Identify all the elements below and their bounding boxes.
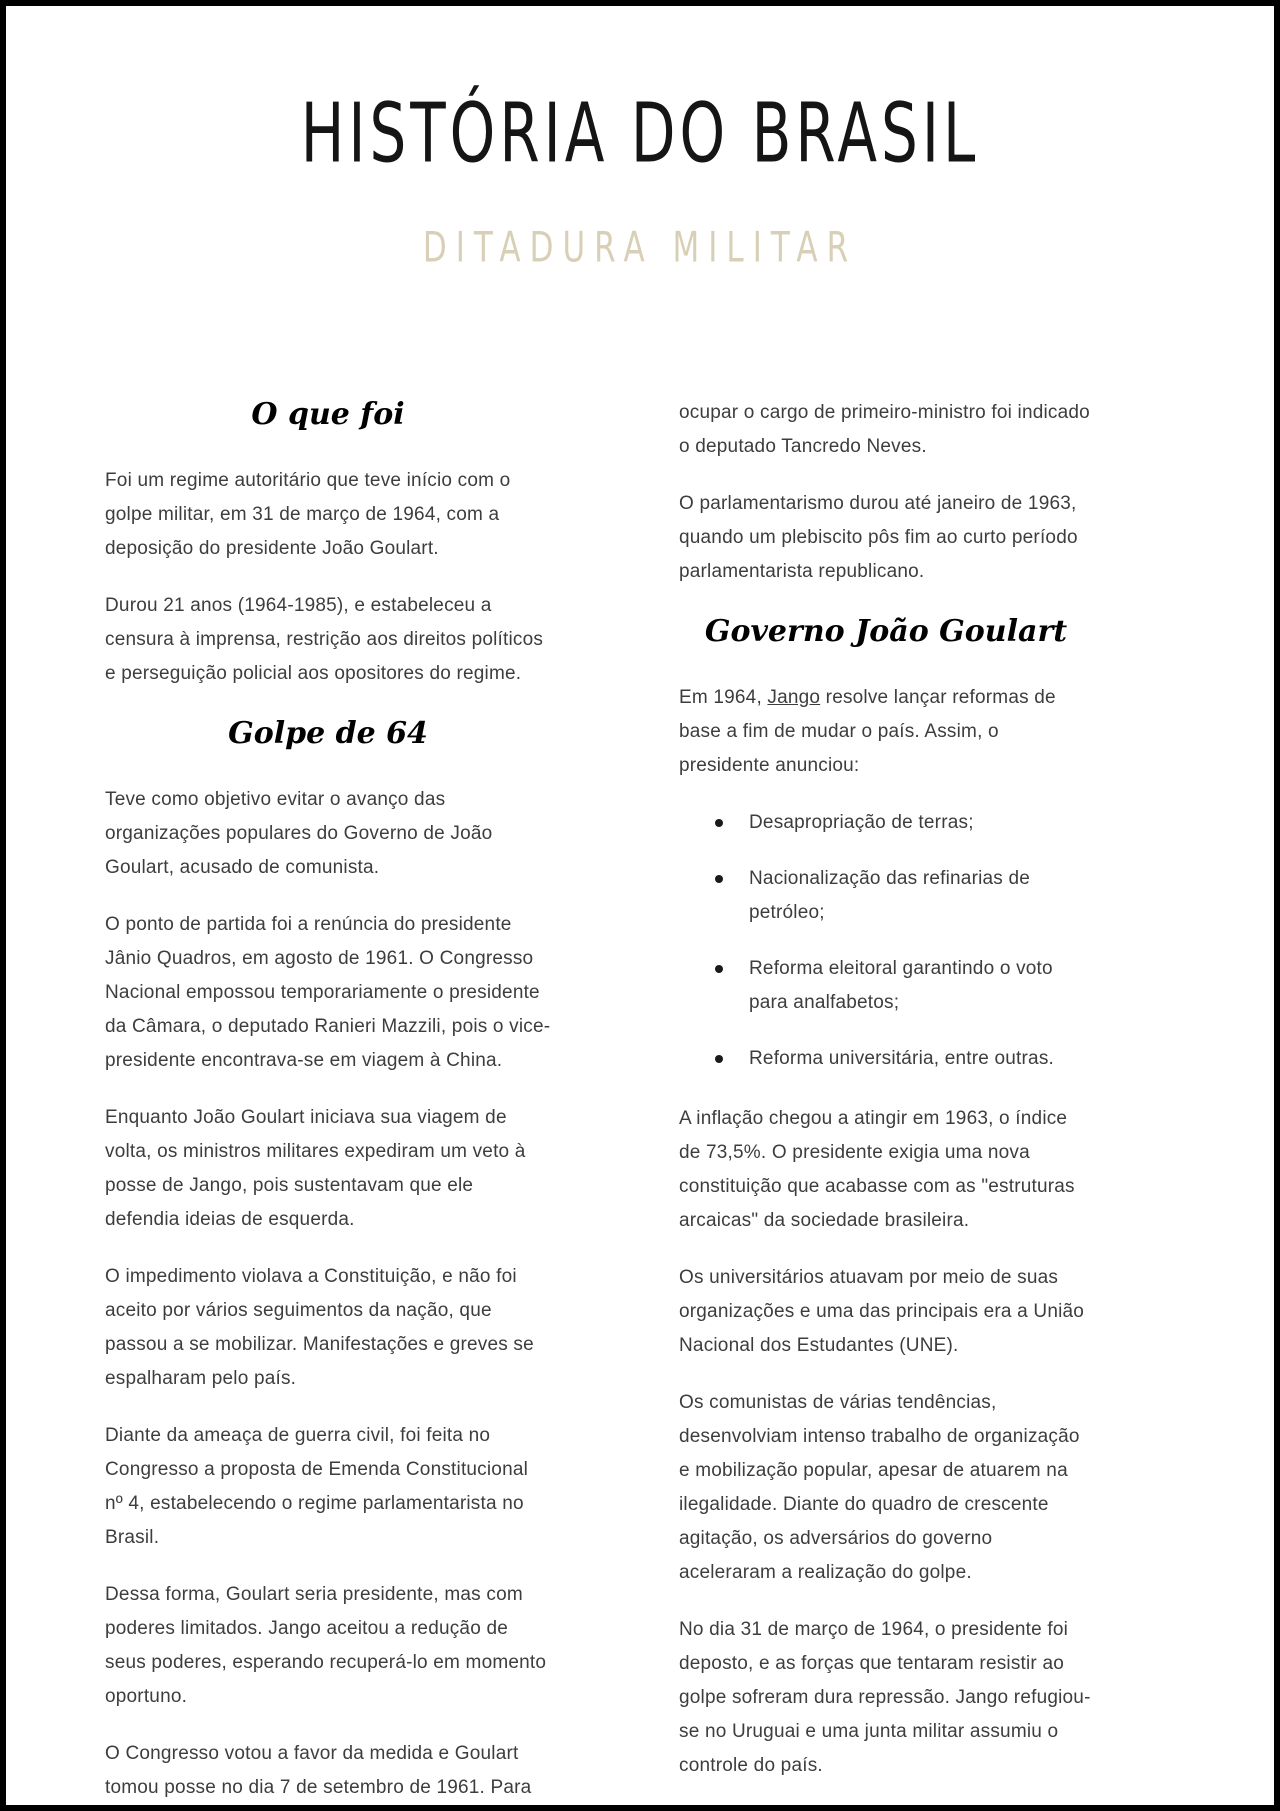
body-paragraph: O impedimento violava a Constituição, e não foi aceito por vários seguimentos da nação, que passou a se mobilizar. Manifestações e greves se espalharam pelo país. <box>105 1266 534 1389</box>
bullet-item: Reforma eleitoral garantindo o voto para analfabetos; <box>749 952 1093 1020</box>
body-paragraph: Enquanto João Goulart iniciava sua viagem de volta, os ministros militares expediram um veto à posse de Jango, pois sustentavam que ele defendia ideias de esquerda. <box>105 1107 526 1230</box>
body-paragraph: O ponto de partida foi a renúncia do presidente Jânio Quadros, em agosto de 1961. O Congresso Nacional empossou temporariamente o presidente da Câmara, o deputado Ranieri Mazzili, pois o vice-presidente encontrava-se em viagem à China. <box>105 914 551 1071</box>
body-paragraph: No dia 31 de março de 1964, o presidente foi deposto, e as forças que tentaram resistir ao golpe sofreram dura repressão. Jango refugiou-se no Uruguai e uma junta militar assumiu o controle do país. <box>679 1619 1091 1776</box>
bullet-item: Nacionalização das refinarias de petróleo; <box>749 862 1093 930</box>
section-heading: Golpe de 64 <box>228 716 428 751</box>
body-paragraph: A inflação chegou a atingir em 1963, o índice de 73,5%. O presidente exigia uma nova constituição que acabasse com as "estruturas arcaicas" da sociedade brasileira. <box>679 1108 1075 1231</box>
body-paragraph: O Congresso votou a favor da medida e Goulart tomou posse no dia 7 de setembro de 1961. Para <box>105 1743 532 1798</box>
text-segment: Em 1964, <box>679 687 768 708</box>
bullet-list <box>679 806 1093 1076</box>
title-row <box>6 78 1274 188</box>
bullet-item: Reforma universitária, entre outras. <box>749 1042 1093 1076</box>
section-heading: O que foi <box>251 397 405 432</box>
two-column-layout <box>6 396 1274 1811</box>
body-paragraph <box>679 681 1093 783</box>
document-subtitle: DITADURA MILITAR <box>422 223 858 273</box>
body-paragraph: Os universitários atuavam por meio de suas organizações e uma das principais era a União Nacional dos Estudantes (UNE). <box>679 1267 1085 1356</box>
body-paragraph: Foi um regime autoritário que teve início com o golpe militar, em 31 de março de 1964, com a deposição do presidente João Goulart. <box>105 470 511 559</box>
document-title: HISTÓRIA DO BRASIL <box>300 84 980 182</box>
bullet-item: Desapropriação de terras; <box>749 806 1093 840</box>
subtitle-row <box>6 218 1274 278</box>
text-segment: resolve lançar reformas de base a fim de mudar o país. Assim, o presidente anunciou: <box>679 687 1056 776</box>
left-column <box>105 396 551 1811</box>
body-paragraph: Durou 21 anos (1964-1985), e estabeleceu a censura à imprensa, restrição aos direitos políticos e perseguição policial aos opositores do regime. <box>105 595 544 684</box>
section-heading: Governo João Goulart <box>704 614 1068 649</box>
body-paragraph: ocupar o cargo de primeiro-ministro foi indicado o deputado Tancredo Neves. <box>679 402 1090 457</box>
body-paragraph: O parlamentarismo durou até janeiro de 1963, quando um plebiscito pôs fim ao curto período parlamentarista republicano. <box>679 493 1078 582</box>
body-paragraph: Teve como objetivo evitar o avanço das organizações populares do Governo de João Goulart, acusado de comunista. <box>105 789 493 878</box>
body-paragraph: Diante da ameaça de guerra civil, foi feita no Congresso a proposta de Emenda Constitucional nº 4, estabelecendo o regime parlamentarista no Brasil. <box>105 1425 529 1548</box>
underlined-text: Jango <box>767 687 821 708</box>
body-paragraph: Dessa forma, Goulart seria presidente, mas com poderes limitados. Jango aceitou a redução de seus poderes, esperando recuperá-lo em momento oportuno. <box>105 1584 547 1707</box>
right-column <box>679 396 1093 1806</box>
body-paragraph: Os comunistas de várias tendências, desenvolviam intenso trabalho de organização e mobilização popular, apesar de atuarem na ilegalidade. Diante do quadro de crescente agitação, os adversários do governo aceleraram a realização do golpe. <box>679 1392 1080 1583</box>
